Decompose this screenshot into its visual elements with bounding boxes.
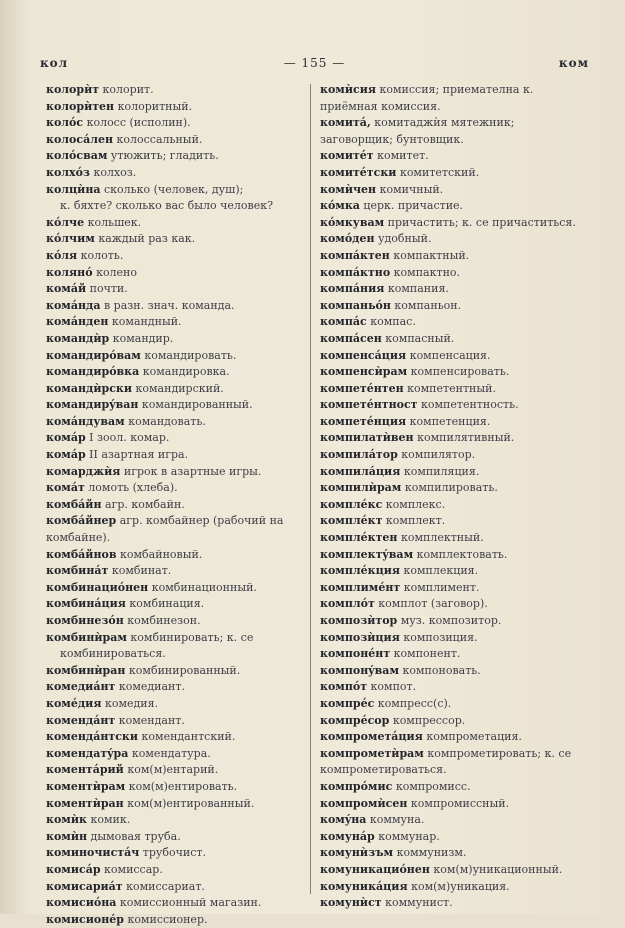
entry-translation: командировка.: [142, 365, 230, 379]
entry-translation: ком(м)ентарий.: [127, 763, 219, 777]
entry-translation: компасный.: [385, 331, 455, 345]
dictionary-entry: [46, 198, 316, 215]
entry-headword: кóлче: [46, 215, 85, 229]
entry-headword: компонéнт: [320, 647, 391, 661]
header-right-guideword: ком: [558, 56, 589, 70]
dictionary-entry: [46, 314, 316, 331]
entry-translation: сколько (человек, душ);: [104, 182, 244, 196]
entry-headword: компилатѝвен: [320, 431, 414, 445]
dictionary-entry: [320, 729, 586, 746]
entry-translation: почти.: [89, 282, 128, 296]
entry-translation: комедия.: [104, 696, 159, 710]
entry-translation: ком(м)ентированный.: [127, 796, 255, 810]
dictionary-entry: [46, 231, 316, 248]
entry-translation: комиссионный магазин.: [119, 896, 262, 910]
entry-headword: комуникáция: [320, 879, 408, 893]
dictionary-entry: [320, 580, 586, 597]
entry-headword: компилѝрам: [320, 481, 402, 495]
entry-headword: кóмка: [320, 199, 360, 213]
entry-translation: кольшек.: [87, 215, 142, 229]
entry-translation: командовать.: [128, 414, 206, 428]
dictionary-entry: [46, 513, 316, 546]
dictionary-entry: [320, 646, 586, 663]
entry-headword: комисионéр: [46, 912, 124, 926]
entry-translation: компилировать.: [404, 481, 498, 495]
dictionary-entry: [46, 397, 316, 414]
entry-translation: компетентность.: [420, 398, 519, 412]
entry-translation: компрометировать; к. се компрометироваться.: [320, 746, 572, 777]
entry-translation: комик.: [90, 813, 131, 827]
entry-headword: колорѝт: [46, 83, 100, 96]
entry-translation: к. бяхте? сколько вас было человек?: [60, 199, 274, 213]
entry-headword: компромѝсен: [320, 796, 408, 810]
entry-translation: комичный.: [379, 182, 444, 196]
entry-headword: комплектýвам: [320, 547, 414, 561]
entry-headword: комéдия: [46, 696, 102, 710]
entry-translation: муз. композитор.: [400, 614, 502, 627]
dictionary-entry: [46, 879, 316, 896]
dictionary-entry: [46, 182, 316, 199]
dictionary-entry: [320, 231, 586, 248]
dictionary-entry: [320, 779, 586, 796]
entry-translation: компонент.: [393, 647, 461, 661]
entry-headword: компрометѝрам: [320, 746, 424, 760]
dictionary-entry: [320, 364, 586, 381]
dictionary-entry: [46, 414, 316, 431]
entry-headword: композѝция: [320, 630, 400, 644]
dictionary-entry: [46, 364, 316, 381]
entry-translation: комиссар.: [104, 862, 163, 876]
entry-headword: компетéнция: [320, 414, 407, 428]
entry-headword: комендатýра: [46, 746, 129, 760]
entry-translation: компилятор.: [401, 448, 476, 462]
entry-headword: комбинáт: [46, 564, 109, 578]
entry-translation: утюжить; гладить.: [110, 149, 219, 163]
entry-translation: композиция.: [403, 630, 478, 644]
entry-translation: комплот (заговор).: [378, 597, 488, 611]
entry-translation: компания.: [387, 282, 449, 296]
dictionary-entry: [320, 115, 586, 148]
entry-translation: компиляция.: [403, 464, 480, 478]
column-divider: [310, 84, 311, 894]
entry-translation: комбинироваться.: [60, 647, 166, 661]
entry-translation: командный.: [111, 315, 182, 329]
entry-translation: комбинат.: [111, 564, 172, 578]
dictionary-entry: [46, 679, 316, 696]
entry-headword: комитéт: [320, 149, 374, 163]
entry-translation: церк. причастие.: [363, 199, 464, 213]
entry-translation: компресс(с).: [377, 696, 452, 710]
entry-translation: комбинировать; к. се: [130, 630, 254, 644]
dictionary-entry: [46, 895, 316, 912]
entry-translation: ломоть (хлеба).: [88, 481, 178, 495]
entry-headword: комисариáт: [46, 879, 123, 893]
dictionary-entry: [46, 497, 316, 514]
entry-translation: колено: [96, 265, 138, 279]
dictionary-entry: [46, 348, 316, 365]
entry-headword: колхóз: [46, 165, 90, 179]
dictionary-entry: [320, 746, 586, 779]
entry-headword: комунáр: [320, 829, 375, 843]
entry-translation: комитаджѝя мятежник; заговорщик; бунтовщик.: [320, 116, 515, 146]
entry-translation: комбинированный.: [128, 663, 241, 677]
entry-headword: компетéнтен: [320, 381, 404, 395]
entry-headword: комáнден: [46, 315, 109, 329]
entry-headword: комѝн: [46, 829, 88, 843]
dictionary-entry: [320, 82, 586, 115]
entry-headword: комендáнтски: [46, 730, 139, 744]
entry-headword: компрéсор: [320, 713, 390, 727]
entry-translation: колоть.: [80, 248, 124, 262]
dictionary-entry: [46, 480, 316, 497]
dictionary-entry: [46, 381, 316, 398]
dictionary-entry: [320, 348, 586, 365]
dictionary-entry: [320, 397, 586, 414]
entry-headword: кóля: [46, 248, 78, 262]
dictionary-entry: [320, 513, 586, 530]
entry-headword: командѝрски: [46, 381, 132, 395]
dictionary-entry: [46, 447, 316, 464]
entry-translation: колосс (исполин).: [86, 116, 191, 130]
entry-headword: кóмкувам: [320, 215, 385, 229]
dictionary-entry: [320, 314, 586, 331]
dictionary-entry: [46, 696, 316, 713]
entry-headword: компрéс: [320, 696, 375, 710]
dictionary-entry: [320, 248, 586, 265]
entry-headword: компáктно: [320, 265, 391, 279]
entry-headword: комѝк: [46, 813, 87, 827]
entry-translation: каждый раз как.: [98, 232, 196, 246]
dictionary-entry: [46, 132, 316, 149]
dictionary-entry: [46, 464, 316, 481]
entry-headword: комбинациóнен: [46, 580, 149, 594]
entry-headword: комбинѝрам: [46, 630, 127, 644]
dictionary-entry: [320, 796, 586, 813]
entry-translation: компетенция.: [409, 414, 491, 428]
dictionary-entry: [320, 663, 586, 680]
dictionary-entry: [320, 464, 586, 481]
dictionary-entry: [320, 447, 586, 464]
entry-headword: компенсáция: [320, 348, 407, 362]
dictionary-entry: [46, 430, 316, 447]
entry-translation: ком(м)ентировать.: [128, 779, 238, 793]
entry-translation: дымовая труба.: [90, 829, 181, 843]
entry-headword: компáктен: [320, 248, 390, 262]
entry-translation: ком(м)уникация.: [411, 879, 510, 893]
left-column: [46, 82, 316, 928]
entry-translation: комбайновый.: [120, 547, 203, 561]
entry-translation: командир.: [112, 331, 174, 345]
dictionary-entry: [46, 912, 316, 928]
entry-headword: комарджѝя: [46, 464, 121, 478]
entry-translation: коммунист.: [385, 896, 453, 910]
entry-headword: колóсвам: [46, 149, 108, 163]
entry-headword: компенсѝрам: [320, 365, 408, 379]
entry-headword: композѝтор: [320, 614, 398, 627]
entry-headword: комѝсия: [320, 83, 376, 96]
dictionary-entry: [320, 613, 586, 630]
entry-headword: компáсен: [320, 331, 382, 345]
page-header: [40, 56, 589, 74]
entry-headword: комбинѝран: [46, 663, 126, 677]
dictionary-entry: [320, 198, 586, 215]
entry-headword: компилáтор: [320, 448, 398, 462]
entry-headword: командирóвка: [46, 365, 140, 379]
header-left-guideword: кол: [40, 56, 69, 70]
entry-translation: коммунизм.: [396, 846, 467, 860]
entry-translation: компетентный.: [407, 381, 496, 395]
dictionary-entry: [320, 215, 586, 232]
entry-translation: командировать.: [144, 348, 237, 362]
dictionary-entry: [320, 596, 586, 613]
entry-headword: комисиóна: [46, 896, 117, 910]
entry-translation: компактно.: [393, 265, 461, 279]
dictionary-entry: [46, 215, 316, 232]
dictionary-entry: [46, 99, 316, 116]
entry-translation: комбинезон.: [127, 614, 201, 627]
dictionary-entry: [46, 663, 316, 680]
entry-translation: агр. комбайн.: [105, 497, 185, 511]
entry-headword: комитéтски: [320, 165, 397, 179]
entry-translation: в разн. знач. команда.: [103, 298, 235, 312]
dictionary-entry: [46, 596, 316, 613]
entry-headword: комáндувам: [46, 414, 125, 428]
dictionary-entry: [320, 895, 586, 912]
entry-translation: колорит.: [102, 83, 154, 96]
entry-headword: компаньóн: [320, 298, 391, 312]
entry-headword: комáт: [46, 481, 85, 495]
dictionary-entry: [46, 563, 316, 580]
entry-translation: компрессор.: [392, 713, 466, 727]
dictionary-entry: [320, 547, 586, 564]
dictionary-entry: [320, 630, 586, 647]
entry-headword: комплéкт: [320, 514, 383, 528]
dictionary-entry: [320, 845, 586, 862]
entry-headword: комедиáнт: [46, 680, 116, 694]
entry-translation: компенсировать.: [410, 365, 510, 379]
dictionary-entry: [320, 862, 586, 879]
entry-headword: комплéкс: [320, 497, 383, 511]
dictionary-entry: [46, 829, 316, 846]
dictionary-entry: [46, 613, 316, 630]
dictionary-entry: [46, 845, 316, 862]
entry-headword: комплóт: [320, 597, 375, 611]
dictionary-entry: [46, 248, 316, 265]
entry-translation: командированный.: [141, 398, 253, 412]
dictionary-entry: [46, 298, 316, 315]
entry-translation: компас.: [370, 315, 416, 329]
dictionary-entry: [46, 82, 316, 99]
entry-translation: компилятивный.: [417, 431, 515, 445]
entry-translation: коммунар.: [378, 829, 440, 843]
entry-translation: комплект.: [385, 514, 446, 528]
dictionary-entry: [320, 381, 586, 398]
entry-translation: игрок в азартные игры.: [123, 464, 262, 478]
entry-headword: комплимéнт: [320, 580, 401, 594]
entry-translation: колоссальный.: [116, 132, 203, 146]
entry-translation: причастить; к. се причаститься.: [387, 215, 576, 229]
entry-translation: комплекция.: [403, 564, 479, 578]
dictionary-entry: [320, 812, 586, 829]
entry-translation: агр. комбайнер (рабочий на комбайне).: [46, 514, 284, 545]
entry-translation: комитетский.: [399, 165, 480, 179]
entry-translation: компромисс.: [395, 779, 471, 793]
dictionary-entry: [46, 115, 316, 132]
entry-headword: компáния: [320, 282, 385, 296]
entry-headword: коментáрий: [46, 763, 124, 777]
entry-headword: колосáлен: [46, 132, 114, 146]
entry-headword: компрометáция: [320, 730, 423, 744]
entry-headword: комáр: [46, 448, 86, 462]
right-column: [320, 82, 586, 912]
entry-translation: колхоз.: [93, 165, 137, 179]
dictionary-entry: [46, 148, 316, 165]
entry-headword: коментѝрам: [46, 779, 126, 793]
entry-headword: комѝчен: [320, 182, 377, 196]
entry-translation: компактный.: [393, 248, 470, 262]
entry-headword: командѝр: [46, 331, 110, 345]
entry-translation: комплектный.: [400, 531, 484, 545]
entry-headword: комунѝзъм: [320, 846, 394, 860]
dictionary-entry: [320, 298, 586, 315]
dictionary-entry: [46, 713, 316, 730]
dictionary-entry: [320, 563, 586, 580]
dictionary-entry: [320, 414, 586, 431]
dictionary-entry: [46, 796, 316, 813]
dictionary-entry: [320, 281, 586, 298]
entry-headword: комбинезóн: [46, 614, 124, 627]
entry-translation: компрометация.: [426, 730, 522, 744]
entry-headword: комбáйнер: [46, 514, 117, 528]
entry-translation: комплимент.: [403, 580, 480, 594]
entry-translation: комендантский.: [141, 730, 236, 744]
entry-translation: комбинация.: [129, 597, 205, 611]
entry-headword: колорѝтен: [46, 99, 115, 113]
dictionary-entry: [46, 630, 316, 647]
dictionary-entry: [46, 547, 316, 564]
entry-headword: комáнда: [46, 298, 101, 312]
dictionary-entry: [46, 729, 316, 746]
dictionary-entry: [46, 165, 316, 182]
entry-headword: колóс: [46, 116, 84, 130]
entry-translation: комплекс.: [385, 497, 446, 511]
dictionary-entry: [46, 580, 316, 597]
page-number: — 155 —: [283, 56, 346, 70]
entry-headword: комендáнт: [46, 713, 116, 727]
entry-headword: комбáйнов: [46, 547, 117, 561]
entry-headword: комбáйн: [46, 497, 102, 511]
dictionary-entry: [46, 646, 316, 663]
dictionary-entry: [320, 879, 586, 896]
entry-headword: компилáция: [320, 464, 401, 478]
entry-headword: компонýвам: [320, 663, 399, 677]
entry-headword: комóден: [320, 232, 375, 246]
entry-translation: ком(м)уникационный.: [433, 862, 563, 876]
dictionary-entry: [320, 696, 586, 713]
dictionary-entry: [46, 812, 316, 829]
entry-headword: кóлчим: [46, 232, 95, 246]
dictionary-entry: [320, 480, 586, 497]
entry-translation: удобный.: [378, 232, 432, 246]
entry-headword: комбинáция: [46, 597, 126, 611]
entry-headword: комисáр: [46, 862, 101, 876]
entry-headword: колянó: [46, 265, 93, 279]
entry-translation: командирский.: [135, 381, 224, 395]
dictionary-entry: [46, 265, 316, 282]
entry-translation: компот.: [370, 680, 417, 694]
dictionary-entry: [320, 265, 586, 282]
entry-headword: комáр: [46, 431, 86, 445]
entry-headword: комитá,: [320, 116, 371, 130]
entry-headword: комýна: [320, 813, 367, 827]
dictionary-entry: [46, 779, 316, 796]
entry-translation: компоновать.: [402, 663, 481, 677]
dictionary-entry: [46, 746, 316, 763]
entry-translation: комендант.: [118, 713, 185, 727]
dictionary-entry: [320, 331, 586, 348]
entry-translation: компаньон.: [394, 298, 462, 312]
dictionary-entry: [46, 762, 316, 779]
dictionary-entry: [320, 148, 586, 165]
entry-headword: компетéнтност: [320, 398, 418, 412]
entry-headword: комунѝст: [320, 896, 382, 910]
entry-translation: комедиант.: [118, 680, 185, 694]
entry-translation: комендатура.: [131, 746, 211, 760]
dictionary-entry: [320, 713, 586, 730]
entry-translation: комплектовать.: [416, 547, 508, 561]
dictionary-entry: [46, 281, 316, 298]
entry-headword: комуникациóнен: [320, 862, 430, 876]
entry-translation: II азартная игра.: [89, 448, 189, 462]
entry-headword: колцѝна: [46, 182, 101, 196]
dictionary-entry: [320, 829, 586, 846]
entry-headword: коментѝран: [46, 796, 124, 810]
dictionary-entry: [320, 430, 586, 447]
entry-headword: командирýван: [46, 398, 139, 412]
entry-headword: коминочистáч: [46, 846, 140, 860]
dictionary-entry: [320, 497, 586, 514]
dictionary-entry: [320, 530, 586, 547]
dictionary-entry: [320, 182, 586, 199]
entry-headword: командирóвам: [46, 348, 141, 362]
entry-translation: комиссариат.: [126, 879, 205, 893]
dictionary-entry: [46, 331, 316, 348]
entry-translation: колоритный.: [117, 99, 193, 113]
entry-translation: трубочист.: [142, 846, 206, 860]
dictionary-entry: [320, 679, 586, 696]
dictionary-entry: [320, 165, 586, 182]
dictionary-entry: [46, 862, 316, 879]
entry-translation: компромиссный.: [410, 796, 510, 810]
entry-translation: I зоол. комар.: [89, 431, 170, 445]
entry-headword: компáс: [320, 315, 367, 329]
entry-translation: комитет.: [377, 149, 429, 163]
entry-translation: комбинационный.: [151, 580, 257, 594]
entry-headword: комплéктен: [320, 531, 398, 545]
entry-headword: комáй: [46, 282, 87, 296]
entry-translation: комиссия; приемателна к. приёмная комиссия.: [320, 83, 534, 113]
entry-translation: компенсация.: [409, 348, 491, 362]
entry-headword: компрóмис: [320, 779, 393, 793]
entry-translation: коммуна.: [369, 813, 425, 827]
entry-headword: компóт: [320, 680, 368, 694]
entry-translation: комиссионер.: [127, 912, 208, 926]
entry-headword: комплéкция: [320, 564, 400, 578]
